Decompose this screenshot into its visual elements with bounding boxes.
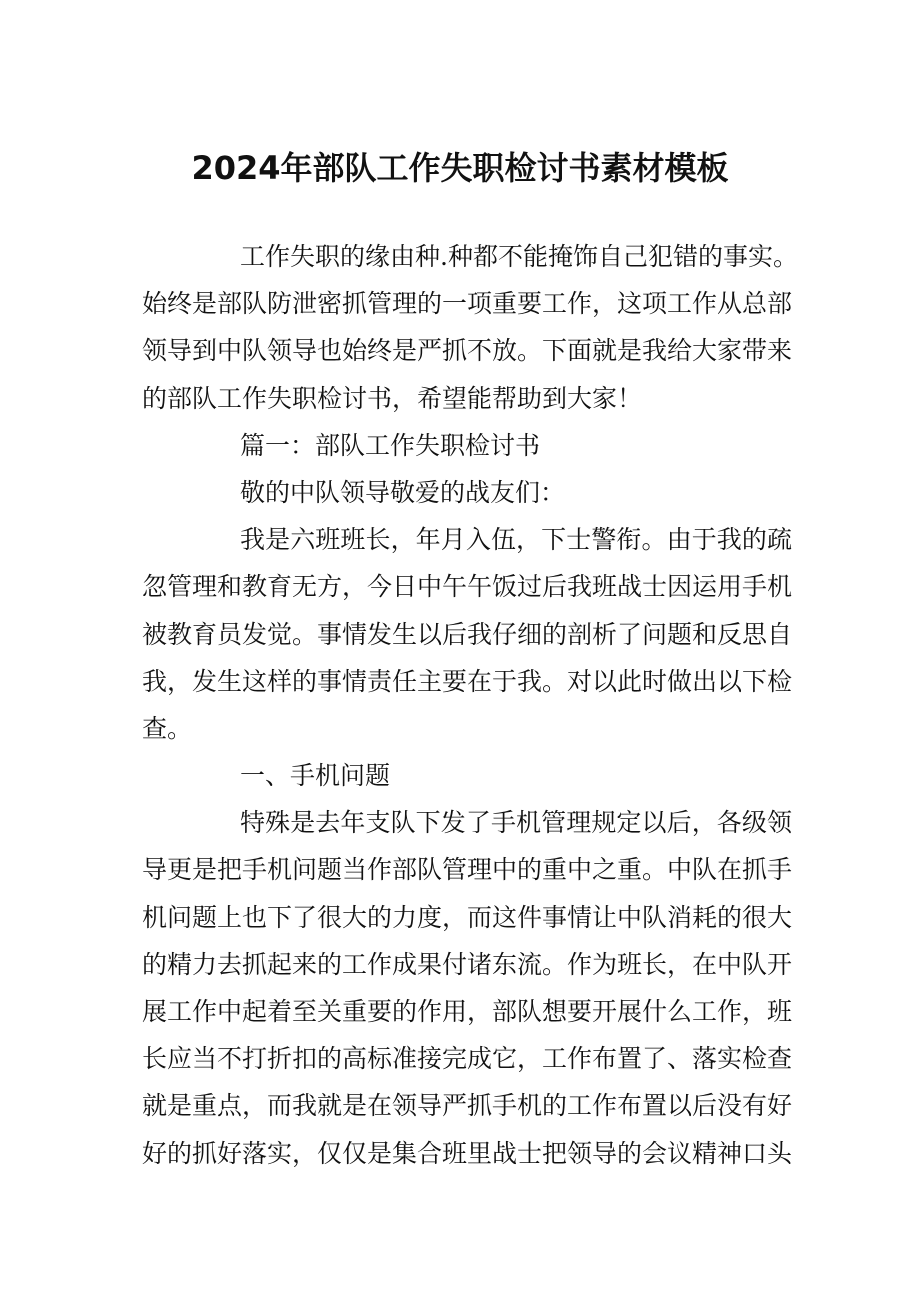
text-line: 的部队工作失职检讨书，希望能帮助到大家！ [142,383,643,413]
text-line: 的精力去抓起来的工作成果付诸东流。作为班长，在中队开 [142,949,793,979]
text-line: 敬的中队领导敬爱的战友们： [240,477,566,507]
document-title: 2024年部队工作失职检讨书素材模板 [191,149,729,187]
text-line: 始终是部队防泄密抓管理的一项重要工作，这项工作从总部 [142,289,793,319]
text-line: 工作失职的缘由种.种都不能掩饰自己犯错的事实。 [240,242,798,271]
text-line: 我是六班班长，年月入伍，下士警衔。由于我的疏 [240,525,792,555]
text-line: 机问题上也下了很大的力度，而这件事情让中队消耗的很大 [142,902,793,932]
text-line: 我，发生这样的事情责任主要在于我。对以此时做出以下检 [142,666,793,696]
text-line: 好的抓好落实，仅仅是集合班里战士把领导的会议精神口头 [142,1138,793,1168]
text-line: 一、手机问题 [240,761,391,791]
text-line: 就是重点，而我就是在领导严抓手机的工作布置以后没有好 [142,1091,793,1121]
text-line: 被教育员发觉。事情发生以后我仔细的剖析了问题和反思自 [142,619,793,649]
text-line: 长应当不打折扣的高标准接完成它，工作布置了、落实检查 [142,1044,793,1074]
text-line: 展工作中起着至关重要的作用，部队想要开展什么工作，班 [142,997,793,1026]
text-line: 忽管理和教育无方，今日中午午饭过后我班战士因运用手机 [142,572,793,602]
text-line: 篇一：部队工作失职检讨书 [240,430,541,460]
text-line: 特殊是去年支队下发了手机管理规定以后，各级领 [240,808,792,838]
document-body [142,233,798,1177]
text-line: 导更是把手机问题当作部队管理中的重中之重。中队在抓手 [142,855,793,885]
text-line: 查。 [142,713,193,743]
text-line: 领导到中队领导也始终是严抓不放。下面就是我给大家带来 [142,336,793,366]
